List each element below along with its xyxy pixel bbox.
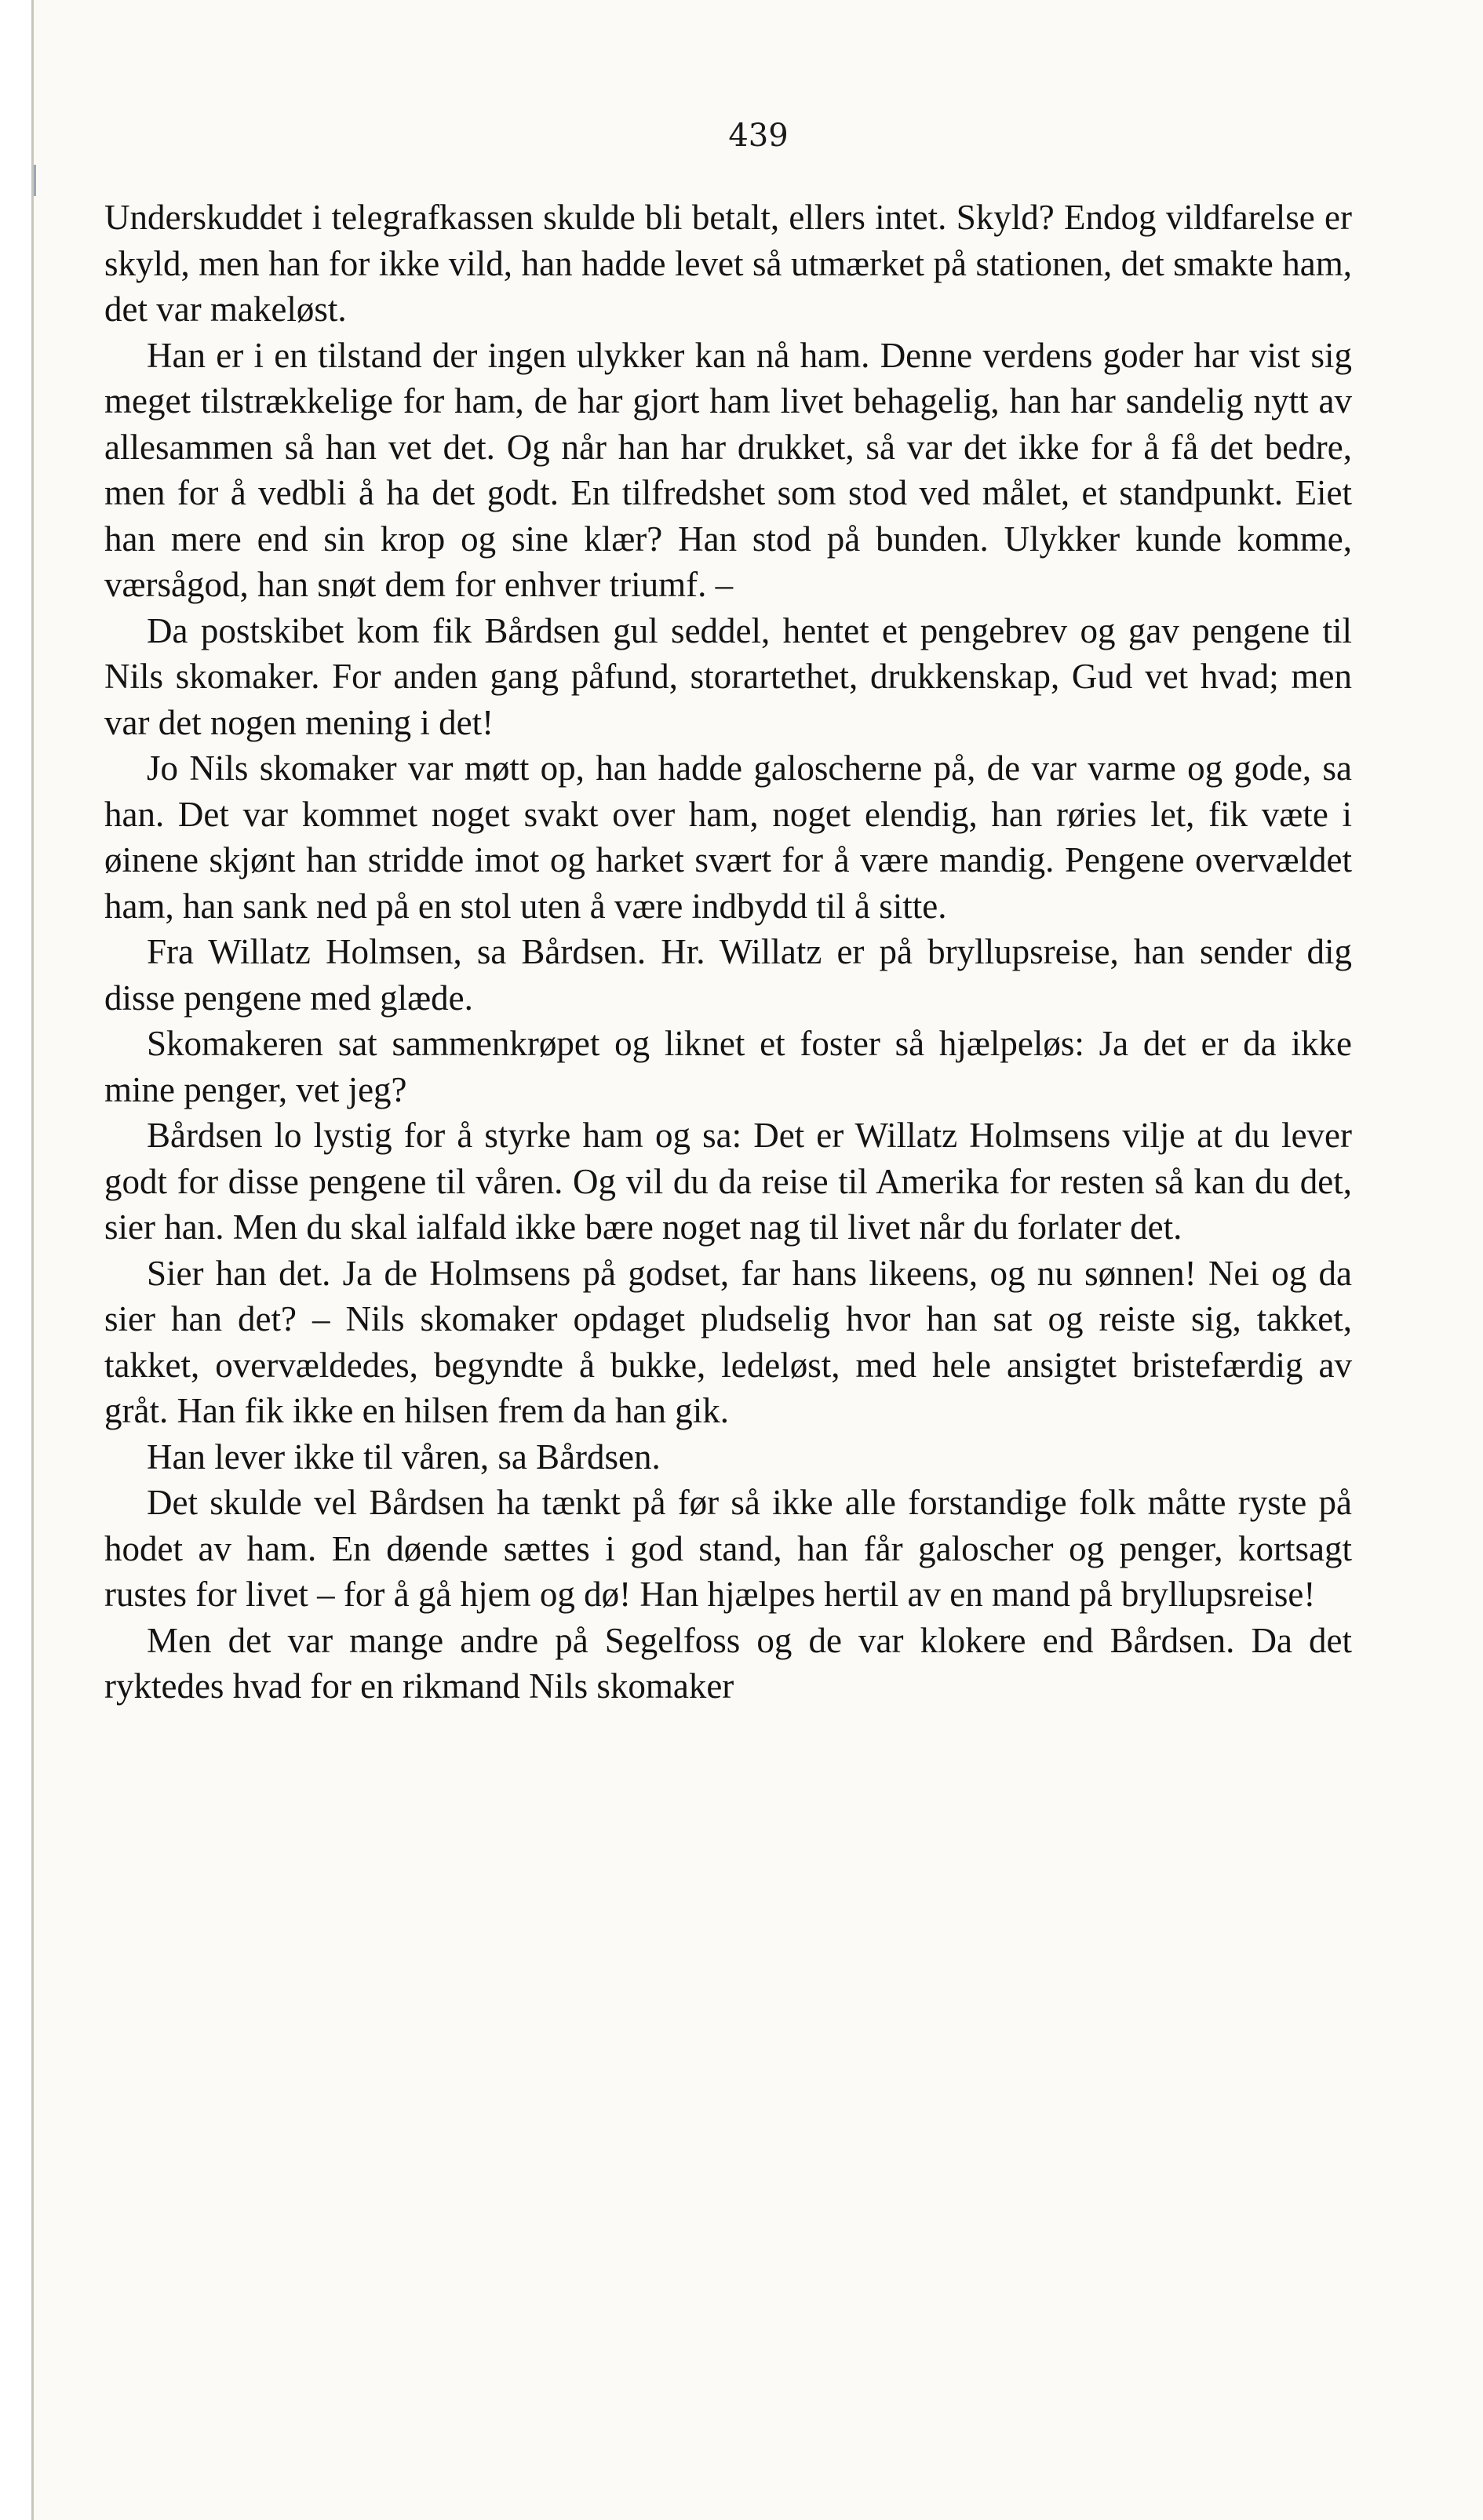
book-page (31, 0, 1483, 2520)
paragraph: Bårdsen lo lystig for å styrke ham og sa: Det er Willatz Holmsens vilje at du lever godt for disse pengene til våren. Og vil du da reise til Amerika for resten så kan du det, sier han. Men du skal ialfald ikke bære noget nag til livet når du forlater det. (104, 1116, 1352, 1247)
paragraph: Sier han det. Ja de Holmsens på godset, far hans likeens, og nu sønnen! Nei og da sier han det? – Nils skomaker opdaget pludselig hvor han sat og reiste sig, takket, takket, overvældedes, begyndte å bukke, ledeløst, med hele ansigtet bristefærdig av gråt. Han fik ikke en hilsen frem da han gik. (104, 1253, 1352, 1430)
body-text (104, 195, 1352, 1710)
paragraph: Han lever ikke til våren, sa Bårdsen. (147, 1437, 661, 1477)
scan-edge-mark (34, 165, 36, 196)
paragraph: Det skulde vel Bårdsen ha tænkt på før så ikke alle forstandige folk måtte ryste på hodet av ham. En døende sættes i god stand, han får galoscher og penger, kortsagt rustes for livet – for å gå hjem og dø! Han hjælpes hertil av en mand på bryllupsreise! (104, 1483, 1352, 1614)
paragraph: Underskuddet i telegrafkassen skulde bli betalt, ellers intet. Skyld? Endog vildfarelse er skyld, men han for ikke vild, han hadde levet så utmærket på stationen, det smakte ham, det var makeløst. (104, 198, 1352, 329)
paragraph: Han er i en tilstand der ingen ulykker kan nå ham. Denne verdens goder har vist sig meget tilstrækkelige for ham, de har gjort ham livet behagelig, han har sandelig nytt av allesammen så han vet det. Og når han har drukket, så var det ikke for å få det bedre, men for å vedbli å ha det godt. En tilfredshet som stod ved målet, et standpunkt. Eiet han mere end sin krop og sine klær? Han stod på bunden. Ulykker kunde komme, værsågod, han snøt dem for enhver triumf. – (104, 335, 1352, 604)
paragraph: Jo Nils skomaker var møtt op, han hadde galoscherne på, de var varme og gode, sa han. Det var kommet noget svakt over ham, noget elendig, han røries let, fik væte i øinene skjønt han stridde imot og harket svært for å være mandig. Pengene overvældet ham, han sank ned på en stol uten å være indbydd til å sitte. (104, 748, 1352, 926)
paragraph: Skomakeren sat sammenkrøpet og liknet et foster så hjælpeløs: Ja det er da ikke mine penger, vet jeg? (104, 1024, 1352, 1109)
paragraph: Da postskibet kom fik Bårdsen gul seddel, hentet et pengebrev og gav pengene til Nils skomaker. For anden gang påfund, storartethet, drukkenskap, Gud vet hvad; men var det nogen mening i det! (104, 610, 1352, 742)
paragraph: Men det var mange andre på Segelfoss og de var klokere end Bårdsen. Da det ryktedes hvad for en rikmand Nils skomaker (104, 1620, 1352, 1706)
paragraph: Fra Willatz Holmsen, sa Bårdsen. Hr. Willatz er på bryllupsreise, han sender dig disse pengene med glæde. (104, 932, 1352, 1018)
page-number: 439 (728, 118, 789, 154)
